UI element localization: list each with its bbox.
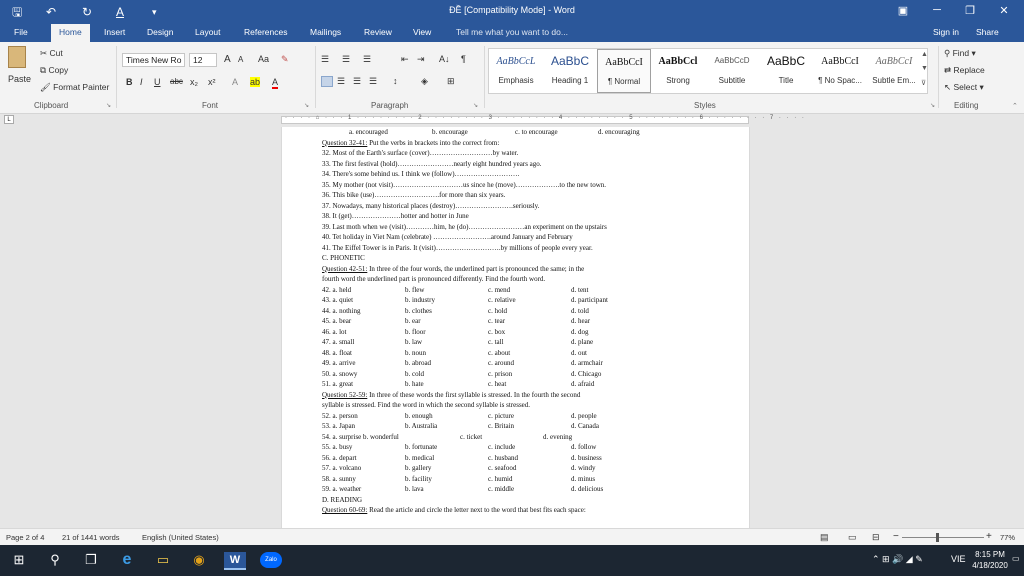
editing-group — [942, 42, 1022, 114]
style-heading-1[interactable] — [543, 49, 597, 93]
paste-icon[interactable] — [8, 46, 26, 68]
collapse-ribbon-icon[interactable]: ⌃ — [1012, 103, 1018, 110]
group-divider — [116, 46, 117, 108]
option-row — [322, 453, 722, 464]
instruction-text: Put the verbs in brackets into the correct from: — [367, 138, 500, 147]
option-d: d. participant — [571, 296, 608, 304]
style-preview: AaBbC — [766, 54, 806, 68]
tab-layout[interactable]: Layout — [195, 27, 221, 37]
tab-home[interactable]: Home — [51, 24, 90, 42]
style-preview: AaBbCcL — [496, 56, 536, 67]
option-a: 50. a. snowy — [322, 369, 358, 378]
question-range: Question 32-41: — [322, 138, 368, 147]
file-explorer-icon[interactable]: ▭ — [156, 552, 170, 567]
option-b: b. law — [405, 338, 423, 346]
section-heading — [322, 264, 722, 275]
option-c: c. to encourage — [515, 128, 558, 136]
exercise-line: 32. Most of the Earth's surface (cover)………………………by water. — [322, 149, 519, 157]
option-row — [322, 295, 722, 306]
share-button[interactable]: Share — [976, 27, 999, 37]
customize-toolbar-icon[interactable]: ▾ — [152, 7, 157, 17]
sign-in-link[interactable]: Sign in — [933, 27, 959, 37]
option-b: b. encourage — [432, 128, 468, 136]
style-preview: AaBbCcl — [658, 56, 698, 67]
paragraph-group — [317, 42, 482, 114]
edge-icon[interactable]: e — [122, 551, 132, 568]
paste-button[interactable]: Paste — [8, 74, 32, 84]
web-layout-icon[interactable]: ⊟ — [872, 532, 880, 542]
undo-icon[interactable]: ↶ — [46, 5, 57, 19]
start-icon[interactable]: ⊞ — [13, 552, 25, 567]
option-b: b. medical — [405, 453, 435, 462]
tab-mailings[interactable]: Mailings — [310, 27, 342, 37]
print-layout-icon[interactable]: ▭ — [848, 532, 857, 542]
option-d: d. out — [571, 348, 587, 357]
save-icon[interactable]: 🖫 — [12, 5, 23, 19]
highlight-button[interactable]: ab — [250, 77, 261, 87]
style-name: ¶ No Spac... — [818, 76, 862, 85]
option-d: d. encouraging — [598, 128, 640, 136]
option-row — [322, 379, 722, 390]
option-b: b. clothes — [405, 306, 432, 315]
option-row — [322, 337, 722, 348]
numbering-icon[interactable]: ☰ — [342, 54, 351, 64]
style-subtitle[interactable] — [705, 49, 759, 93]
exercise-line: 36. This bike (use)……………………….for more than six years. — [322, 191, 506, 199]
option-d: d. armchair — [571, 359, 603, 367]
font-color-quick-icon[interactable]: A — [116, 5, 125, 19]
read-mode-icon[interactable]: ▤ — [820, 532, 829, 542]
exercise-line: 41. The Eiffel Tower is in Paris. It (visit)……………………….by millions of people every year. — [322, 243, 593, 252]
format-painter-button[interactable]: 🖌 Format Painter — [40, 82, 110, 92]
option-a: 57. a. volcano — [322, 464, 362, 472]
window-title: ĐỀ [Compatibility Mode] - Word — [449, 5, 575, 15]
styles-group-label: Styles — [694, 101, 716, 110]
increase-indent-icon[interactable]: ⇥ — [417, 54, 425, 64]
option-b: b. industry — [405, 296, 435, 304]
option-c: c. about — [488, 348, 511, 357]
replace-label: Replace — [953, 65, 985, 75]
style-name: Subtle Em... — [872, 76, 916, 85]
shrink-font-button[interactable]: A — [238, 55, 244, 64]
bullets-icon[interactable]: ☰ — [321, 54, 330, 64]
option-a: 43. a. quiet — [322, 296, 354, 304]
align-right-icon[interactable]: ☰ — [353, 76, 362, 86]
option-b: b. facility — [405, 474, 432, 483]
option-c: c. include — [488, 443, 516, 451]
multilevel-list-icon[interactable]: ☰ — [363, 54, 372, 64]
document-body[interactable] — [322, 127, 722, 516]
styles-scroll-icon[interactable]: ▼ — [921, 65, 928, 72]
tab-review[interactable]: Review — [364, 27, 392, 37]
style-normal[interactable] — [597, 49, 651, 93]
option-a: 53. a. Japan — [322, 422, 356, 430]
option-d: d. Chicago — [571, 369, 602, 378]
cut-label: Cut — [49, 48, 63, 58]
replace-button[interactable]: ⇄ Replace — [944, 65, 985, 75]
option-a: a. encouraged — [349, 128, 388, 136]
word-taskbar-icon[interactable]: W — [224, 552, 246, 570]
section-title: D. READING — [322, 495, 363, 504]
styles-gallery — [488, 48, 928, 94]
system-tray-icons[interactable]: ⌃ ⊞ 🔊 ◢ ✎ — [872, 554, 923, 564]
option-row — [322, 369, 722, 380]
option-row — [322, 348, 722, 359]
option-c: c. heat — [488, 380, 507, 388]
option-c: c. tall — [488, 338, 504, 346]
option-row — [322, 411, 722, 422]
option-c: c. relative — [488, 296, 516, 304]
option-b: b. gallery — [405, 464, 432, 472]
clock-date: 4/18/2020 — [972, 561, 1008, 570]
superscript-button[interactable]: x² — [208, 77, 216, 87]
exercise-line: 38. It (get)…………………hotter and hotter in June — [322, 212, 469, 220]
option-row — [322, 306, 722, 317]
option-d: d. delicious — [571, 485, 604, 493]
shading-icon[interactable]: ◈ — [421, 76, 428, 86]
paragraph-launcher-icon[interactable]: ↘ — [473, 103, 479, 109]
cut-button[interactable]: ✂ Cut — [40, 48, 63, 58]
clock[interactable] — [968, 549, 1012, 571]
option-b: b. noun — [405, 348, 426, 357]
option-c: c. husband — [488, 453, 518, 462]
option-d: d. follow — [571, 443, 597, 451]
option-d: d. people — [571, 411, 597, 420]
styles-more-icon[interactable]: ⊽ — [921, 80, 927, 87]
grow-font-button[interactable]: A — [224, 54, 231, 65]
word-count[interactable]: 21 of 1441 words — [62, 533, 120, 542]
ribbon-display-options-icon[interactable]: ▣ — [897, 5, 909, 17]
option-row — [322, 432, 722, 443]
option-c: c. humid — [488, 474, 513, 483]
exercise-line: 34. There's some behind us. I think we (follow)………………………. — [322, 170, 520, 178]
style-preview: AaBbC — [550, 54, 590, 68]
copy-label: Copy — [48, 65, 69, 75]
option-c: c. seafood — [488, 464, 517, 472]
italic-button[interactable]: I — [140, 77, 143, 87]
option-d: d. plane — [571, 338, 594, 346]
justify-icon[interactable]: ☰ — [369, 76, 378, 86]
option-d: d. hear — [571, 317, 591, 325]
option-row — [322, 316, 722, 327]
option-b: b. abroad — [405, 359, 432, 367]
style-preview: AaBbCcI — [605, 57, 643, 68]
underline-button[interactable]: U — [154, 77, 161, 87]
clipboard-launcher-icon[interactable]: ↘ — [106, 103, 112, 109]
section-heading — [322, 505, 722, 516]
exercise-line: 40. Tet holiday in Viet Nam (celebrate) …………………….around January and February — [322, 233, 573, 241]
clipboard-group — [0, 42, 115, 114]
tab-selector[interactable]: L — [4, 115, 14, 124]
font-size-input[interactable]: 12 — [189, 53, 217, 67]
option-c: c. hold — [488, 306, 508, 315]
option-b: b. lava — [405, 485, 424, 493]
zoom-slider[interactable] — [902, 537, 984, 538]
section-heading — [322, 390, 722, 401]
style-no-spacing[interactable] — [813, 49, 867, 93]
option-row — [322, 463, 722, 474]
zoom-in-button[interactable]: + — [986, 531, 992, 542]
align-left-icon[interactable] — [321, 76, 333, 87]
exercise-line: 35. My mother (not visit)…………………………us since he (move)……………….to the new town. — [322, 180, 607, 189]
option-b: b. cold — [405, 369, 425, 378]
clear-formatting-icon[interactable]: ✎ — [281, 54, 289, 64]
paragraph-group-label: Paragraph — [371, 101, 409, 110]
style-name: ¶ Normal — [607, 77, 641, 86]
status-bar — [0, 528, 1024, 545]
tab-view[interactable]: View — [413, 27, 432, 37]
option-b: b. flew — [405, 285, 425, 294]
section-heading: syllable is stressed. Find the word in which the second syllable is stressed. — [322, 401, 531, 409]
section-heading: fourth word the underlined part is pronounced differently. Find the fourth word. — [322, 275, 546, 283]
option-c: c. ticket — [460, 432, 483, 441]
line-spacing-icon[interactable]: ↕ — [393, 76, 398, 86]
option-d: d. tent — [571, 285, 589, 294]
exercise-line: 37. Nowadays, many historical places (destroy)…………………….seriously. — [322, 201, 540, 210]
option-c: c. middle — [488, 485, 515, 493]
question-range: Question 42-51: — [322, 264, 368, 273]
question-range: Question 60-69: — [322, 506, 368, 514]
subscript-button[interactable]: x₂ — [190, 77, 198, 87]
question-range: Question 52-59: — [322, 390, 368, 399]
option-row — [322, 358, 722, 369]
instruction-text: Read the article and circle the letter next to the word that best fits each space: — [367, 506, 586, 514]
option-c: c. tear — [488, 317, 506, 325]
windows-taskbar — [0, 545, 1024, 576]
task-view-icon[interactable]: ❐ — [85, 552, 97, 567]
font-launcher-icon[interactable]: ↘ — [304, 103, 310, 109]
option-a: 46. a. lot — [322, 327, 347, 336]
instruction-text: In three of the four words, the underlined part is pronounced the same; in the — [367, 264, 585, 273]
style-name: Emphasis — [498, 76, 534, 85]
option-b: b. enough — [405, 411, 433, 420]
option-d: d. business — [571, 453, 602, 462]
editing-group-label: Editing — [954, 101, 979, 110]
answer-line — [322, 127, 722, 138]
option-a: 56. a. depart — [322, 453, 357, 462]
option-row — [322, 285, 722, 296]
style-preview: AaBbCcI — [821, 56, 859, 67]
strikethrough-button[interactable]: abc — [170, 77, 183, 86]
font-name-input[interactable]: Times New Ro — [122, 53, 185, 67]
option-a: 51. a. great — [322, 380, 354, 388]
styles-scroll-icon[interactable]: ▲ — [921, 51, 928, 58]
tab-file[interactable]: File — [14, 27, 28, 37]
select-button[interactable]: ↖ Select ▾ — [944, 82, 984, 92]
option-a: 59. a. weather — [322, 485, 362, 493]
select-label: Select — [953, 82, 978, 92]
style-emphasis[interactable] — [489, 49, 543, 93]
style-name: Strong — [666, 76, 690, 85]
option-d: d. minus — [571, 474, 596, 483]
option-b: b. fortunate — [405, 443, 438, 451]
style-name: Heading 1 — [551, 76, 589, 85]
styles-launcher-icon[interactable]: ↘ — [930, 103, 936, 109]
option-a: 45. a. bear — [322, 317, 352, 325]
find-button[interactable]: ⚲ Find ▾ — [944, 48, 976, 58]
option-a: 49. a. arrive — [322, 359, 356, 367]
option-a: 48. a. float — [322, 348, 352, 357]
option-c: c. box — [488, 327, 506, 336]
style-name: Subtitle — [718, 76, 746, 85]
option-a: 52. a. person — [322, 411, 358, 420]
style-preview: AaBbCcD — [714, 56, 750, 65]
search-icon[interactable]: ⚲ — [50, 552, 60, 567]
text-effects-button[interactable]: A — [232, 77, 239, 87]
minimize-icon[interactable]: ─ — [933, 4, 941, 16]
instruction-text: In three of these words the first syllable is stressed. In the fourth the second — [367, 390, 581, 399]
decrease-indent-icon[interactable]: ⇤ — [401, 54, 409, 64]
horizontal-ruler — [0, 114, 1024, 125]
zoom-level[interactable]: 77% — [1000, 533, 1016, 542]
option-row — [322, 484, 722, 495]
option-row — [322, 442, 722, 453]
option-c: c. around — [488, 359, 515, 367]
language-indicator[interactable]: English (United States) — [142, 533, 219, 542]
font-group-label: Font — [202, 101, 219, 110]
vertical-scrollbar[interactable] — [1016, 127, 1024, 528]
group-divider — [938, 46, 939, 108]
group-divider — [315, 46, 316, 108]
option-c: c. prison — [488, 369, 513, 378]
option-row — [322, 327, 722, 338]
ribbon-home — [0, 42, 1024, 114]
page-count[interactable]: Page 2 of 4 — [6, 533, 45, 542]
option-a: 47. a. small — [322, 338, 355, 346]
option-row — [322, 474, 722, 485]
option-d: d. evening — [543, 432, 573, 441]
ruler-marks: · · · · ⌂ · · · 1 · · · · · · · · 2 · · · · · · · · 3 · · · · · · · · 4 · · · · · · · · 5 · · · · · · · · 6 · · · · · · · · 7 · · · · — [285, 115, 806, 121]
redo-icon[interactable]: ↻ — [82, 5, 93, 19]
option-d: d. windy — [571, 464, 596, 472]
close-icon[interactable]: ✕ — [999, 5, 1009, 17]
option-b: b. ear — [405, 317, 421, 325]
title-bar — [0, 0, 1024, 24]
show-formatting-marks-icon[interactable]: ¶ — [461, 54, 466, 64]
option-b: b. Australia — [405, 422, 438, 430]
style-strong[interactable] — [651, 49, 705, 93]
style-name: Title — [778, 76, 794, 85]
option-d: d. told — [571, 306, 589, 315]
notification-icon[interactable]: ▭ — [1012, 554, 1020, 563]
exercise-line: 33. The first festival (hold)……………………nearly eight hundred years ago. — [322, 159, 542, 168]
option-c: c. Britain — [488, 422, 515, 430]
input-language[interactable]: VIE — [951, 554, 966, 564]
bold-button[interactable]: B — [126, 77, 133, 87]
option-d: d. Canada — [571, 422, 599, 430]
zoom-out-button[interactable]: − — [893, 531, 899, 542]
clock-time: 8:15 PM — [975, 550, 1005, 559]
format-painter-label: Format Painter — [53, 82, 110, 92]
align-center-icon[interactable]: ☰ — [337, 76, 346, 86]
copy-button[interactable]: ⧉ Copy — [40, 65, 69, 75]
section-title: C. PHONETIC — [322, 254, 365, 262]
option-a: 58. a. sunny — [322, 474, 356, 483]
style-title[interactable] — [759, 49, 813, 93]
tell-me-search[interactable]: Tell me what you want to do... — [456, 27, 568, 37]
tab-design[interactable]: Design — [147, 27, 174, 37]
option-d: d. dog — [571, 327, 589, 336]
style-subtle-emphasis[interactable] — [867, 49, 921, 93]
tab-references[interactable]: References — [244, 27, 288, 37]
clipboard-group-label: Clipboard — [34, 101, 69, 110]
option-d: d. afraid — [571, 380, 595, 388]
exercise-line: 39. Last moth when we (visit)…………him, he (do)……………………an experiment on the upstairs — [322, 222, 607, 231]
option-c: c. picture — [488, 411, 515, 420]
option-a: 55. a. busy — [322, 443, 353, 451]
zoom-slider-handle[interactable] — [936, 533, 939, 542]
zalo-icon[interactable]: Zalo — [260, 552, 282, 568]
change-case-button[interactable]: Aa — [258, 54, 270, 64]
find-label: Find — [952, 48, 970, 58]
borders-icon[interactable]: ⊞ — [447, 76, 455, 86]
group-divider — [484, 46, 485, 108]
option-row — [322, 421, 722, 432]
sort-icon[interactable]: A↓ — [439, 54, 450, 64]
option-c: c. mend — [488, 285, 511, 294]
section-heading — [322, 138, 722, 149]
option-b: b. floor — [405, 327, 426, 336]
tab-insert[interactable]: Insert — [104, 27, 126, 37]
chrome-icon[interactable]: ◉ — [193, 552, 205, 567]
option-a: 42. a. held — [322, 285, 352, 294]
option-b: b. hate — [405, 380, 424, 388]
font-color-button[interactable]: A — [272, 77, 279, 87]
option-a: 54. a. surprise b. wonderful — [322, 432, 399, 441]
document-page[interactable] — [281, 127, 750, 528]
restore-icon[interactable]: ❐ — [965, 5, 975, 17]
ribbon-tabs — [0, 24, 1024, 42]
style-preview: AaBbCcI — [875, 56, 913, 67]
option-a: 44. a. nothing — [322, 306, 361, 315]
font-group — [118, 42, 314, 114]
